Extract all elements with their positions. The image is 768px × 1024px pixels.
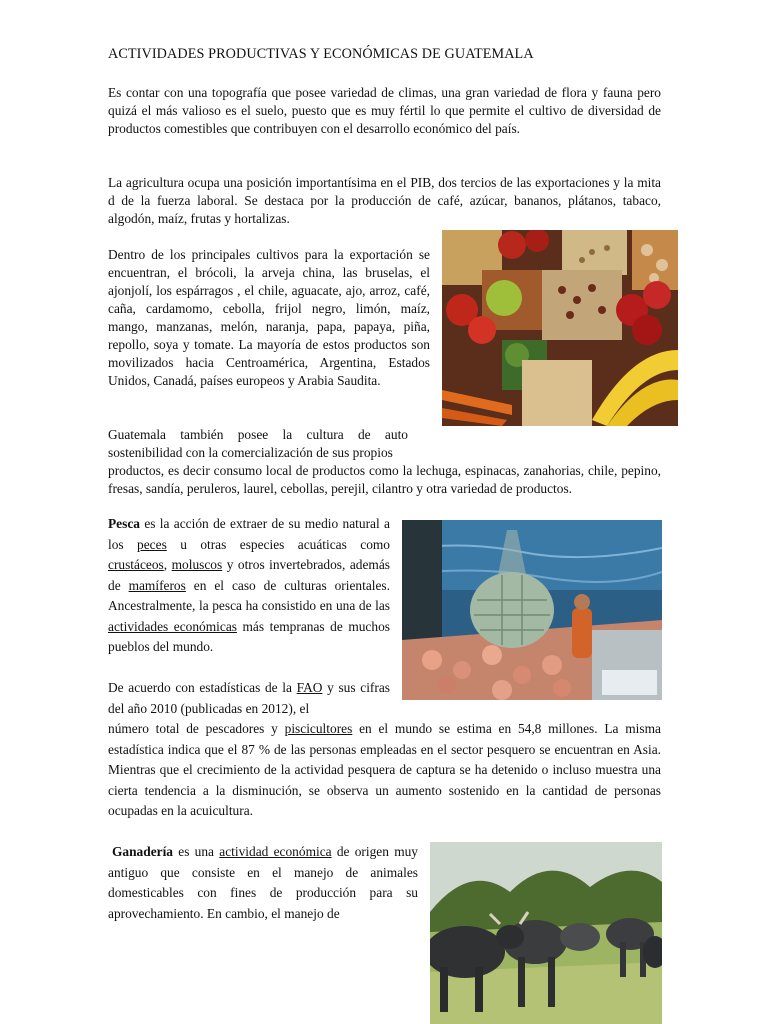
intro-paragraph: Es contar con una topografía que posee variedad de climas, una gran variedad de flora y fauna pero quizá el más valioso es el suelo, puesto que es muy fértil lo que permite el cultivo de diversidad de productos comestibles que contribuyen con el desarrollo económico del país. bbox=[108, 85, 661, 136]
fao-text: De acuerdo con estadísticas de la bbox=[108, 680, 297, 695]
livestock-text: es una bbox=[173, 844, 220, 859]
fishing-text: en el caso de culturas orientales. Ancestralmente, la pesca ha consistido en una de las bbox=[108, 577, 390, 613]
fishing-text: y otros invertebrados, además de bbox=[108, 557, 391, 593]
self-sustainability-text-b: productos, es decir consumo local de productos como la lechuga, espinacas, zanahorias, chile, pepino, fresas, sandía, peruleros, laurel, cebollas, perejil, cilantro y otra variedad de productos. bbox=[108, 463, 661, 496]
self-sustainability-text-a: Guatemala también posee la cultura de auto sostenibilidad con la comercialización de sus propios bbox=[108, 427, 408, 460]
link-mamiferos[interactable]: mamíferos bbox=[128, 577, 186, 593]
fishing-text: más tempranas de muchos pueblos del mundo. bbox=[108, 618, 390, 654]
link-actividades-economicas[interactable]: actividades económicas bbox=[108, 618, 237, 634]
fishing-text: u otras especies acuáticas como bbox=[166, 536, 390, 552]
fao-text: en el mundo se estima en 54,8 millones. La misma estadística indica que el 87 % de las personas empleadas en el sector pesquero se encuentran en Asia. Mientras que el crecimiento de la actividad pesquera de captura se ha detenido o incluso muestra una cierta tendencia a la disminución, se observa un aumento sostenido en la cantidad de personas ocupadas en la acuicultura. bbox=[108, 721, 661, 818]
fishing-term: Pesca bbox=[108, 516, 140, 531]
link-crustaceos[interactable]: crustáceos bbox=[108, 557, 164, 572]
crops-paragraph: Dentro de los principales cultivos para la exportación se encuentran, el brócoli, la arveja china, las bruselas, el ajonjolí, los espárragos , el chile, aguacate, ajo, arroz, café, caña, cardamomo, cebolla, frijol negro, limón, maíz, mango, manzanas, melón, naranja, papa, papaya, piña, repollo, soya y tomate. La mayoría de estos productos son movilizados hacia Centroamérica, Argentina, Estados Unidos, Canadá, países europeos y Arabia Saudita. bbox=[108, 247, 430, 388]
fao-intro-line bbox=[108, 678, 390, 719]
link-peces[interactable]: peces bbox=[137, 536, 167, 552]
fishing-text: , bbox=[163, 557, 172, 572]
fao-text: número total de pescadores y bbox=[108, 721, 285, 736]
link-moluscos[interactable]: moluscos bbox=[171, 557, 223, 572]
livestock-photo bbox=[430, 842, 662, 1024]
fao-paragraph bbox=[108, 719, 661, 822]
agriculture-paragraph: La agricultura ocupa una posición importantísima en el PIB, dos tercios de las exportaciones y la mita d de la fuerza laboral. Se destaca por la producción de café, azúcar, bananos, plátanos, tabaco, algodón, maíz, frutas y hortalizas. bbox=[108, 175, 661, 226]
self-sustainability-paragraph bbox=[108, 426, 661, 498]
fishing-paragraph bbox=[108, 514, 390, 658]
link-fao[interactable]: FAO bbox=[296, 680, 323, 695]
livestock-paragraph bbox=[108, 842, 418, 924]
fao-text: y sus cifras del año 2010 (publicadas en 2012), el bbox=[108, 680, 390, 716]
livestock-term: Ganadería bbox=[112, 844, 174, 859]
produce-photo bbox=[442, 230, 678, 426]
fishing-photo bbox=[402, 520, 662, 700]
page-title: ACTIVIDADES PRODUCTIVAS Y ECONÓMICAS DE GUATEMALA bbox=[108, 46, 534, 62]
link-actividad-economica[interactable]: actividad económica bbox=[219, 844, 332, 859]
livestock-text: de origen muy antiguo que consiste en el manejo de animales domesticables con fines de producción para su aprovechamiento. En cambio, el manejo de bbox=[108, 844, 418, 921]
fishing-text: es la acción de extraer de su medio natural a los bbox=[108, 516, 390, 552]
link-piscicultores[interactable]: piscicultores bbox=[284, 721, 353, 736]
